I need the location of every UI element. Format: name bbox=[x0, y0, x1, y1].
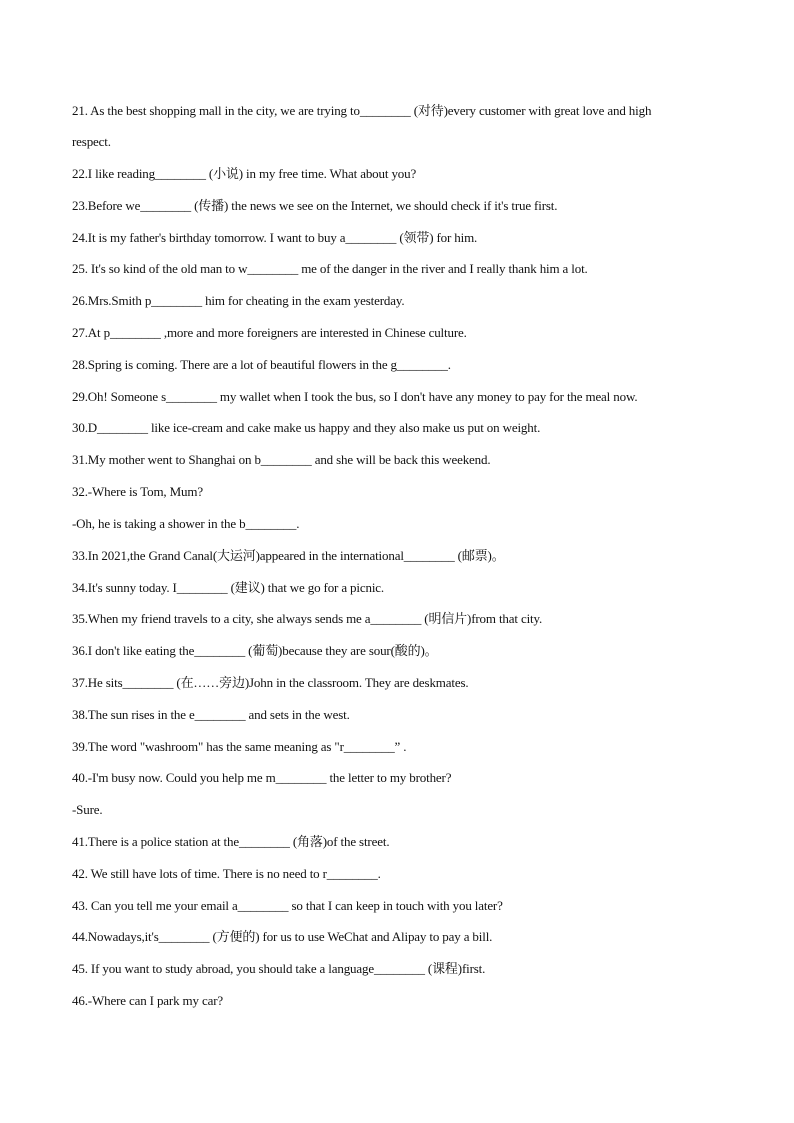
question-39: 39.The word "washroom" has the same meaning as "r________” . bbox=[72, 739, 407, 754]
question-26: 26.Mrs.Smith p________ him for cheating in the exam yesterday. bbox=[72, 293, 405, 308]
question-22: 22.I like reading________ (小说) in my free time. What about you? bbox=[72, 166, 417, 181]
question-40-line-2: -Sure. bbox=[72, 802, 103, 817]
question-29: 29.Oh! Someone s________ my wallet when I took the bus, so I don't have any money to pay for the meal now. bbox=[72, 389, 638, 404]
question-32-line-1: 32.-Where is Tom, Mum? bbox=[72, 484, 203, 499]
question-41: 41.There is a police station at the________ (角落)of the street. bbox=[72, 834, 390, 849]
question-21-line-1: 21. As the best shopping mall in the city, we are trying to________ (对待)every customer with great love and high bbox=[72, 103, 652, 118]
question-24: 24.It is my father's birthday tomorrow. I want to buy a________ (领带) for him. bbox=[72, 230, 478, 245]
question-21-line-2: respect. bbox=[72, 134, 111, 149]
question-44: 44.Nowadays,it's________ (方便的) for us to use WeChat and Alipay to pay a bill. bbox=[72, 929, 493, 944]
question-42: 42. We still have lots of time. There is no need to r________. bbox=[72, 866, 381, 881]
question-27: 27.At p________ ,more and more foreigners are interested in Chinese culture. bbox=[72, 325, 467, 340]
question-46: 46.-Where can I park my car? bbox=[72, 993, 223, 1008]
question-37: 37.He sits________ (在……旁边)John in the classroom. They are deskmates. bbox=[72, 675, 469, 690]
question-40-line-1: 40.-I'm busy now. Could you help me m________ the letter to my brother? bbox=[72, 770, 452, 785]
question-23: 23.Before we________ (传播) the news we see on the Internet, we should check if it's true first. bbox=[72, 198, 558, 213]
question-36: 36.I don't like eating the________ (葡萄)because they are sour(酸的)。 bbox=[72, 643, 438, 658]
question-33: 33.In 2021,the Grand Canal(大运河)appeared in the international________ (邮票)。 bbox=[72, 548, 505, 563]
question-43: 43. Can you tell me your email a________ so that I can keep in touch with you later? bbox=[72, 898, 503, 913]
question-35: 35.When my friend travels to a city, she always sends me a________ (明信片)from that city. bbox=[72, 611, 543, 626]
question-31: 31.My mother went to Shanghai on b________ and she will be back this weekend. bbox=[72, 452, 491, 467]
question-28: 28.Spring is coming. There are a lot of beautiful flowers in the g________. bbox=[72, 357, 451, 372]
question-45: 45. If you want to study abroad, you should take a language________ (课程)first. bbox=[72, 961, 486, 976]
question-25: 25. It's so kind of the old man to w________ me of the danger in the river and I really thank him a lot. bbox=[72, 261, 588, 276]
question-30: 30.D________ like ice-cream and cake make us happy and they also make us put on weight. bbox=[72, 420, 541, 435]
question-38: 38.The sun rises in the e________ and sets in the west. bbox=[72, 707, 350, 722]
question-34: 34.It's sunny today. I________ (建议) that we go for a picnic. bbox=[72, 580, 385, 595]
question-32-line-2: -Oh, he is taking a shower in the b________. bbox=[72, 516, 300, 531]
